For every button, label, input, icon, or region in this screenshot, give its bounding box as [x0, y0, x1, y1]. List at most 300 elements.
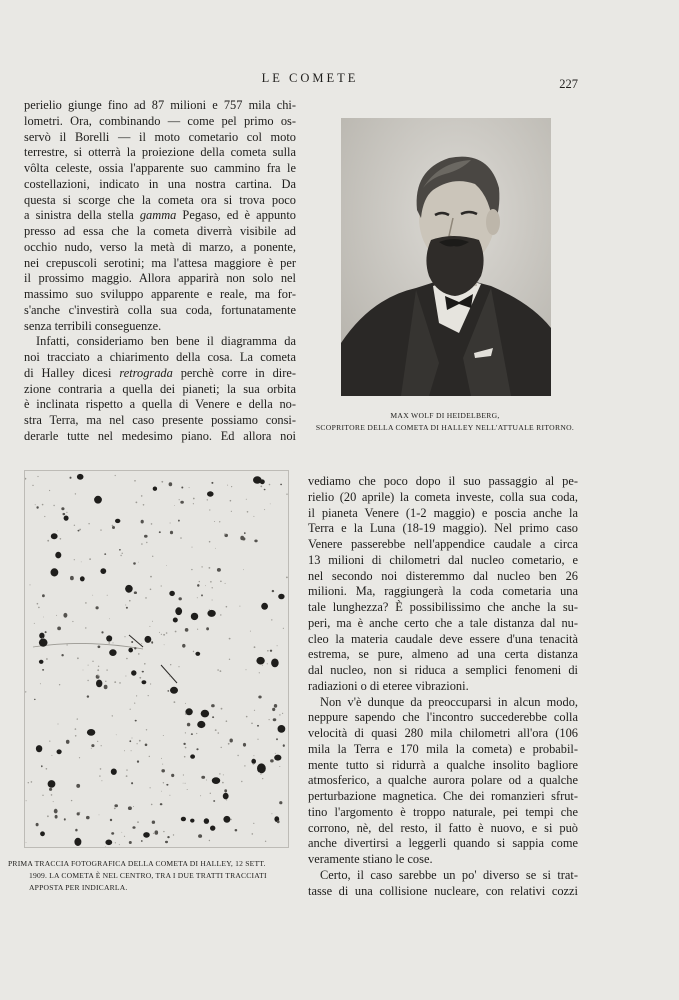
plate-grain	[141, 643, 142, 644]
plate-grain	[161, 791, 162, 792]
plate-grain	[72, 621, 73, 622]
plate-grain	[220, 614, 221, 615]
plate-grain	[133, 806, 134, 807]
plate-grain	[137, 821, 139, 823]
text-line: rielio (20 aprile) la cometa investe, colla sua coda,	[308, 489, 578, 504]
star-dot	[212, 777, 220, 784]
text-line: zione contraria a quella dei pianeti; la sua orbita	[24, 381, 296, 396]
plate-grain	[119, 844, 120, 845]
star-dot	[257, 763, 266, 773]
plate-grain	[279, 766, 280, 767]
plate-grain	[105, 681, 106, 682]
plate-grain	[47, 540, 49, 542]
star-dot	[42, 669, 44, 671]
plate-grain	[247, 511, 249, 513]
plate-grain	[148, 695, 149, 696]
star-dot	[104, 685, 108, 689]
plate-grain	[250, 631, 251, 632]
star-dot	[98, 646, 101, 649]
star-dot	[170, 531, 173, 535]
star-dot	[181, 817, 186, 822]
star-dot	[179, 597, 182, 600]
plate-grain	[58, 724, 59, 725]
star-dot	[133, 562, 136, 564]
portrait-photo	[341, 118, 551, 396]
star-dot	[197, 584, 199, 587]
plate-grain	[125, 676, 126, 677]
text-line: presso ad essa che la cometa diverrà visibile ad	[24, 224, 296, 238]
plate-grain	[162, 764, 163, 765]
plate-grain	[253, 516, 254, 517]
text-line: estrema, se pure, almeno ad una certa distanza	[308, 647, 578, 662]
star-dot	[54, 809, 58, 814]
plate-grain	[170, 664, 171, 665]
star-dot	[167, 836, 169, 838]
plate-grain	[230, 500, 232, 502]
plate-grain	[34, 623, 35, 624]
plate-grain	[101, 780, 102, 781]
star-dot	[96, 606, 99, 609]
page-number: 227	[559, 77, 578, 91]
star-dot	[57, 627, 61, 631]
plate-grain	[99, 815, 100, 816]
star-dot	[257, 725, 259, 727]
plate-grain	[254, 646, 256, 648]
plate-grain	[101, 745, 102, 746]
text-line: neppure sapendo che l'incontro succederebbe colla	[308, 710, 578, 725]
star-dot	[39, 633, 44, 639]
star-dot	[144, 535, 148, 538]
plate-grain	[67, 644, 68, 645]
plate-grain	[131, 750, 132, 751]
plate-grain	[206, 780, 207, 781]
plate-grain	[32, 485, 33, 486]
star-dot	[183, 743, 185, 745]
text-line: mila la Terra e 170 mila la cometa) e probabil-	[308, 741, 578, 756]
star-dot	[167, 690, 169, 692]
star-dot	[211, 482, 213, 484]
text-line: Venere passerebbe nell'appendice caudale a circa	[308, 537, 578, 551]
star-dot	[145, 636, 152, 643]
plate-grain	[75, 735, 77, 737]
caption-line: SCOPRITORE DELLA COMETA DI HALLEY NELL'ATTUALE RITORNO.	[315, 423, 575, 432]
plate-grain	[275, 753, 276, 754]
plate-grain	[56, 615, 57, 616]
star-dot	[101, 631, 103, 633]
portrait-caption	[305, 410, 585, 434]
plate-grain	[164, 644, 165, 645]
text-line: tale lunghezza? È possibilissimo che anche la su-	[308, 600, 578, 614]
star-dot	[57, 749, 62, 754]
plate-grain	[254, 710, 255, 711]
star-dot	[276, 738, 278, 740]
star-dot	[111, 769, 117, 775]
text-line: il pianeta Venere (1-2 maggio) e poscia anche la	[308, 505, 578, 520]
star-dot	[145, 744, 148, 747]
star-dot	[134, 647, 136, 649]
plate-grain	[139, 740, 141, 742]
plate-grain	[122, 553, 123, 554]
text-line: stra Terra, ma nel caso presente possiamo consi-	[24, 413, 296, 427]
star-dot	[197, 721, 205, 728]
italic-term: retrograda	[119, 365, 173, 380]
plate-grain	[219, 521, 220, 522]
plate-grain	[57, 531, 58, 532]
plate-grain	[141, 543, 143, 545]
star-dot	[190, 819, 194, 823]
star-dot	[261, 603, 268, 610]
plate-grain	[193, 498, 195, 500]
plate-grain	[129, 600, 131, 602]
star-dot	[110, 819, 112, 821]
star-dot	[61, 507, 64, 510]
text-line: senza terribili conseguenze.	[24, 318, 162, 333]
plate-grain	[215, 548, 216, 549]
plate-grain	[74, 559, 75, 560]
plate-grain	[88, 523, 89, 524]
star-dot	[96, 680, 102, 688]
plate-grain	[241, 781, 242, 782]
text-line: atmosferico, a qualche aurora polare od a qualche	[308, 773, 578, 788]
plate-grain	[269, 484, 271, 486]
plate-grain	[126, 658, 128, 660]
plate-grain	[170, 523, 171, 524]
star-dot	[280, 484, 282, 486]
star-dot	[151, 641, 153, 643]
star-dot	[230, 739, 233, 743]
star-dot	[270, 650, 272, 652]
plate-grain	[53, 801, 54, 802]
star-dot	[63, 513, 66, 515]
plate-grain	[42, 638, 43, 639]
star-dot	[175, 607, 182, 615]
star-dot	[41, 765, 43, 767]
text-line: veramente stiano le cose.	[308, 852, 433, 866]
plate-grain	[209, 609, 210, 610]
star-dot	[64, 818, 66, 820]
star-dot	[274, 704, 277, 708]
plate-grain	[79, 812, 80, 813]
plate-grain	[212, 587, 213, 588]
plate-grain	[83, 670, 84, 671]
text-line: vôlta celeste, ossia l'apparente suo cammino fra le	[24, 161, 296, 175]
star-dot	[153, 487, 157, 491]
running-title: LE COMETE	[261, 71, 359, 85]
text-line: perturbazione magnetica. Che dei romanzieri sfrut-	[308, 789, 578, 803]
plate-grain	[174, 505, 175, 506]
star-dot	[254, 540, 257, 543]
plate-grain	[223, 774, 224, 775]
star-dot	[201, 776, 205, 779]
plate-grain	[220, 581, 222, 583]
star-dot	[128, 648, 133, 653]
plate-grain	[286, 494, 287, 495]
star-dot	[55, 552, 61, 559]
plate-grain	[185, 783, 186, 784]
plate-grain	[205, 585, 206, 586]
plate-grain	[227, 485, 228, 486]
plate-grain	[210, 581, 212, 583]
plate-grain	[85, 602, 87, 604]
star-dot	[278, 594, 284, 600]
text-line: derarle tutte nel medesimo piano. Ed allora noi	[24, 428, 296, 443]
plate-grain	[269, 719, 270, 720]
plate-grain	[159, 632, 160, 633]
star-dot	[129, 740, 131, 742]
text-line: a sinistra della stella gamma Pegaso, ed è appunto	[24, 208, 296, 223]
plate-grain	[163, 634, 165, 636]
text-line: massimo suo sviluppo apparente e reale, ma for-	[24, 287, 296, 301]
star-dot	[42, 594, 45, 597]
star-dot	[165, 841, 168, 843]
text-line: tino l'argomento è troppo naturale, pei tempi che	[308, 804, 578, 819]
plate-grain	[161, 634, 162, 635]
star-dot	[119, 549, 121, 551]
star-dot	[244, 532, 246, 534]
star-dot	[86, 816, 90, 819]
plate-grain	[98, 666, 99, 667]
right-text-column	[308, 474, 578, 899]
plate-grain	[185, 703, 186, 704]
plate-grain	[146, 729, 147, 730]
plate-grain	[143, 504, 145, 506]
plate-grain	[257, 739, 258, 740]
text-line: corrono, nè, del resto, il fatto è nuovo, e si può	[308, 820, 578, 835]
plate-grain	[163, 782, 164, 783]
star-dot	[152, 821, 155, 824]
plate-grain	[221, 747, 222, 748]
plate-grain	[51, 755, 52, 756]
plate-grain	[66, 512, 67, 513]
plate-grain	[178, 666, 179, 667]
star-dot	[181, 487, 183, 489]
plate-grain	[286, 577, 288, 579]
plate-grain	[185, 747, 187, 749]
star-dot	[210, 826, 215, 831]
star-dot	[114, 804, 118, 807]
text-line: mente tutto si ridurrà a qualche insolito bagliore	[308, 757, 578, 772]
star-dot	[251, 759, 256, 764]
plate-grain	[209, 541, 211, 543]
star-dot	[274, 755, 281, 761]
plate-grain	[107, 595, 108, 596]
plate-grain	[150, 787, 151, 788]
plate-grain	[46, 658, 48, 660]
plate-grain	[197, 597, 198, 598]
plate-grain	[260, 774, 261, 775]
plate-grain	[183, 783, 184, 784]
star-dot	[143, 832, 150, 838]
star-dot	[131, 782, 133, 784]
star-dot	[217, 568, 221, 572]
text-line: peri, ma è anche certo che a tale distanza dal nu-	[308, 615, 578, 630]
star-dot	[159, 531, 161, 533]
plate-grain	[42, 504, 44, 506]
star-dot	[212, 716, 214, 718]
plate-grain	[180, 537, 182, 539]
text-line: il prossimo maggio. Allora apparirà non solo nel	[24, 271, 296, 286]
caption-line: PRIMA TRACCIA FOTOGRAFICA DELLA COMETA DI HALLEY, 12 SETT.	[8, 859, 266, 868]
plate-grain	[217, 669, 219, 671]
plate-grain	[262, 778, 263, 779]
star-dot	[178, 520, 180, 522]
star-dot	[111, 832, 114, 835]
plate-grain	[60, 538, 62, 540]
star-dot	[63, 613, 67, 618]
star-dot	[87, 695, 89, 697]
left-text-column	[24, 98, 296, 445]
plate-grain	[47, 815, 49, 817]
plate-grain	[114, 808, 116, 810]
star-dot	[70, 477, 72, 479]
plate-grain	[187, 789, 188, 790]
star-dot	[115, 519, 120, 523]
star-dot	[34, 699, 36, 700]
plate-grain	[31, 781, 33, 783]
star-dot	[272, 590, 274, 592]
plate-grain	[97, 669, 99, 671]
plate-grain	[75, 728, 77, 730]
plate-grain	[170, 676, 171, 677]
plate-grain	[251, 723, 253, 725]
plate-grain	[112, 715, 113, 716]
plate-grain	[219, 773, 220, 774]
plate-grain	[214, 521, 215, 522]
caption-line: MAX WOLF DI HEIDELBERG,	[390, 411, 500, 420]
text-line: tasse di una collisione nucleare, con relativi cozzi	[308, 883, 578, 898]
text-line: s'anche c'investirà colla sua coda, fortunatamente	[24, 302, 296, 317]
plate-grain	[136, 502, 138, 504]
plate-grain	[246, 669, 247, 670]
star-dot	[201, 710, 209, 718]
plate-grain	[149, 756, 150, 757]
star-dot	[170, 687, 178, 694]
plate-grain	[125, 605, 126, 606]
star-dot	[141, 840, 143, 842]
plate-grain	[149, 626, 150, 627]
star-dot	[51, 568, 59, 576]
plate-grain	[279, 714, 280, 715]
plate-grain	[152, 621, 153, 622]
star-dot	[196, 748, 198, 750]
star-field	[25, 471, 288, 847]
plate-grain	[99, 775, 100, 776]
star-dot	[279, 801, 282, 804]
plate-grain	[59, 684, 60, 685]
plate-grain	[228, 743, 230, 745]
plate-grain	[271, 813, 272, 814]
plate-grain	[130, 709, 131, 710]
caption-line: APPOSTA PER INDICARLA.	[29, 883, 128, 892]
star-dot	[142, 671, 144, 673]
plate-grain	[87, 680, 88, 681]
text-line: costellazioni, indicato in una nostra cartina. Da	[24, 176, 296, 191]
star-dot	[213, 800, 215, 802]
plate-grain	[106, 669, 107, 670]
star-dot	[190, 754, 195, 758]
star-dot	[211, 704, 215, 707]
plate-grain	[239, 606, 240, 607]
star-dot	[240, 536, 244, 540]
plate-grain	[207, 499, 208, 500]
star-dot	[36, 745, 42, 752]
text-line: radiazioni o di eteree vibrazioni.	[308, 678, 469, 693]
star-dot	[40, 831, 45, 836]
plate-grain	[259, 772, 260, 773]
plate-grain	[144, 663, 146, 665]
plate-grain	[51, 794, 53, 796]
star-dot	[36, 823, 39, 826]
star-dot	[112, 526, 115, 529]
text-line: noi tracciato a chiarimento della cosa. La cometa	[24, 350, 296, 364]
star-dot	[195, 652, 200, 656]
star-dot	[78, 530, 80, 532]
plate-grain	[71, 800, 72, 801]
star-dot	[185, 708, 192, 715]
star-dot	[171, 774, 174, 777]
plate-grain	[184, 756, 186, 758]
star-dot	[66, 740, 70, 744]
star-dot	[45, 631, 47, 633]
plate-grain	[108, 642, 110, 644]
star-dot	[283, 744, 285, 747]
plate-grain	[166, 565, 167, 566]
plate-grain	[112, 525, 114, 527]
comet-photographic-plate	[24, 470, 289, 848]
star-dot	[134, 591, 137, 594]
text-line: anche divertirsi a leggerli quando si sappia come	[308, 836, 578, 851]
star-dot	[74, 838, 81, 846]
plate-grain	[145, 597, 147, 599]
plate-grain	[189, 487, 190, 488]
star-dot	[105, 840, 112, 846]
plate-grain	[26, 842, 27, 843]
text-line: di Halley dicesi retrograda perchè corre in dire-	[24, 365, 296, 380]
star-dot	[180, 501, 184, 504]
plate-grain	[231, 486, 232, 487]
plate-grain	[91, 748, 92, 749]
plate-grain	[253, 763, 254, 764]
text-line: Infatti, consideriamo ben bene il diagramma da	[36, 334, 296, 349]
plate-grain	[267, 650, 269, 652]
plate-grain	[30, 584, 31, 585]
plate-grain	[53, 505, 54, 506]
star-dot	[191, 613, 198, 620]
plate-grain	[138, 562, 139, 563]
star-dot	[207, 491, 214, 496]
plate-grain	[179, 499, 180, 500]
star-dot	[223, 793, 229, 800]
plate-grain	[173, 834, 174, 835]
star-dot	[135, 720, 137, 722]
plate-grain	[79, 757, 80, 758]
star-dot	[243, 743, 246, 747]
photo-caption	[8, 858, 294, 894]
plate-grain	[175, 631, 177, 633]
star-dot	[75, 829, 77, 832]
star-dot	[185, 628, 189, 632]
star-dot	[76, 784, 80, 788]
plate-grain	[163, 831, 164, 832]
star-dot	[142, 680, 147, 684]
plate-grain	[153, 833, 154, 834]
plate-grain	[120, 555, 121, 556]
plate-grain	[92, 661, 93, 662]
star-dot	[191, 733, 193, 735]
plate-grain	[74, 525, 75, 526]
star-dot	[70, 576, 74, 580]
star-dot	[132, 826, 135, 829]
